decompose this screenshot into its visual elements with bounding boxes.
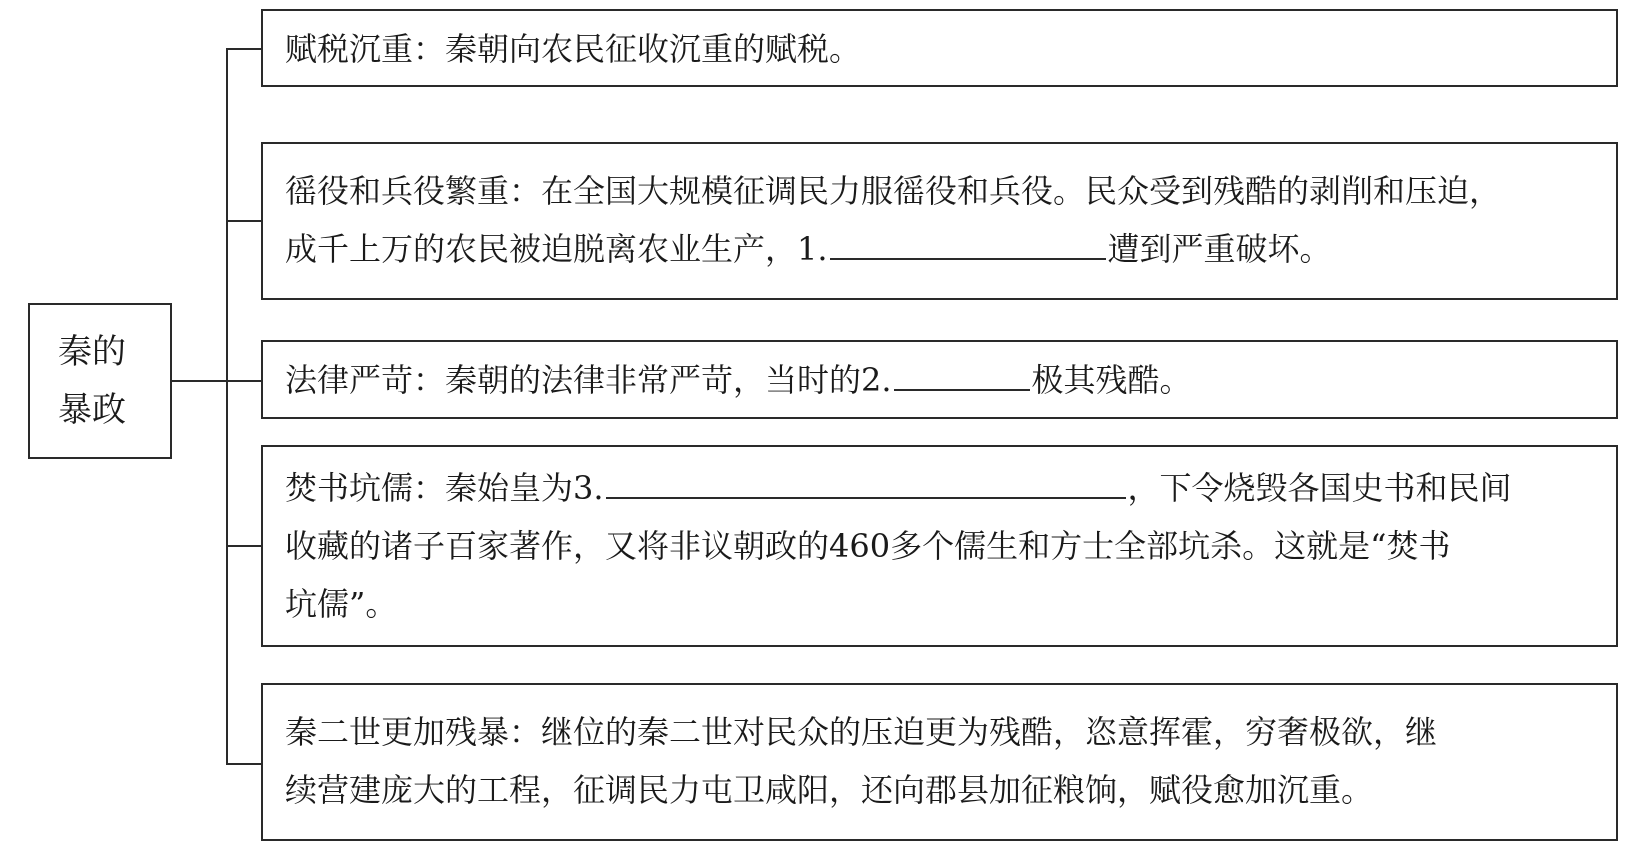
box-corvee-line2-post: 遭到严重破坏。 bbox=[1107, 230, 1332, 268]
connector-branch-2 bbox=[226, 220, 261, 222]
blank-1[interactable] bbox=[830, 220, 1106, 260]
connector-trunk-vertical bbox=[226, 48, 228, 765]
box-corvee-line2-pre: 成千上万的农民被迫脱离农业生产，1. bbox=[285, 230, 828, 268]
box-burning-line2: 收藏的诸子百家著作，又将非议朝政的460多个儒生和方士全部坑杀。这就是“焚书 bbox=[285, 527, 1451, 565]
box-qin-ershi-line1: 秦二世更加残暴：继位的秦二世对民众的压迫更为残酷，恣意挥霍，穷奢极欲，继 bbox=[285, 713, 1438, 751]
connector-branch-1 bbox=[226, 48, 261, 50]
box-tax bbox=[261, 9, 1618, 87]
connector-branch-3 bbox=[228, 380, 261, 382]
box-corvee-line1: 徭役和兵役繁重：在全国大规模征调民力服徭役和兵役。民众受到残酷的剥削和压迫， bbox=[285, 172, 1502, 210]
box-burning-line1-pre: 焚书坑儒：秦始皇为3. bbox=[285, 469, 604, 507]
root-node bbox=[28, 303, 172, 459]
box-law-post: 极其残酷。 bbox=[1031, 361, 1192, 399]
box-law-line bbox=[285, 351, 1598, 409]
connector-branch-4 bbox=[226, 545, 261, 547]
connector-root-horizontal bbox=[172, 380, 228, 382]
box-corvee bbox=[261, 142, 1618, 300]
box-burning-line1-post: ，下令烧毁各国史书和民间 bbox=[1127, 469, 1512, 507]
blank-3[interactable] bbox=[606, 459, 1126, 499]
box-qin-ershi-line2: 续营建庞大的工程，征调民力屯卫咸阳，还向郡县加征粮饷，赋役愈加沉重。 bbox=[285, 771, 1374, 809]
box-burning-books bbox=[261, 445, 1618, 647]
root-label-line1: 秦的 bbox=[58, 332, 126, 372]
box-tax-text: 赋税沉重：秦朝向农民征收沉重的赋税。 bbox=[285, 30, 862, 68]
box-law-pre: 法律严苛：秦朝的法律非常严苛，当时的2. bbox=[285, 361, 892, 399]
box-law bbox=[261, 340, 1618, 419]
box-burning-line3: 坑儒”。 bbox=[285, 585, 398, 623]
connector-branch-5 bbox=[226, 763, 261, 765]
blank-2[interactable] bbox=[894, 351, 1030, 391]
box-burning-line1 bbox=[285, 459, 1598, 517]
box-corvee-line2 bbox=[285, 220, 1598, 278]
root-label-line2: 暴政 bbox=[58, 390, 126, 430]
box-qin-ershi bbox=[261, 683, 1618, 841]
